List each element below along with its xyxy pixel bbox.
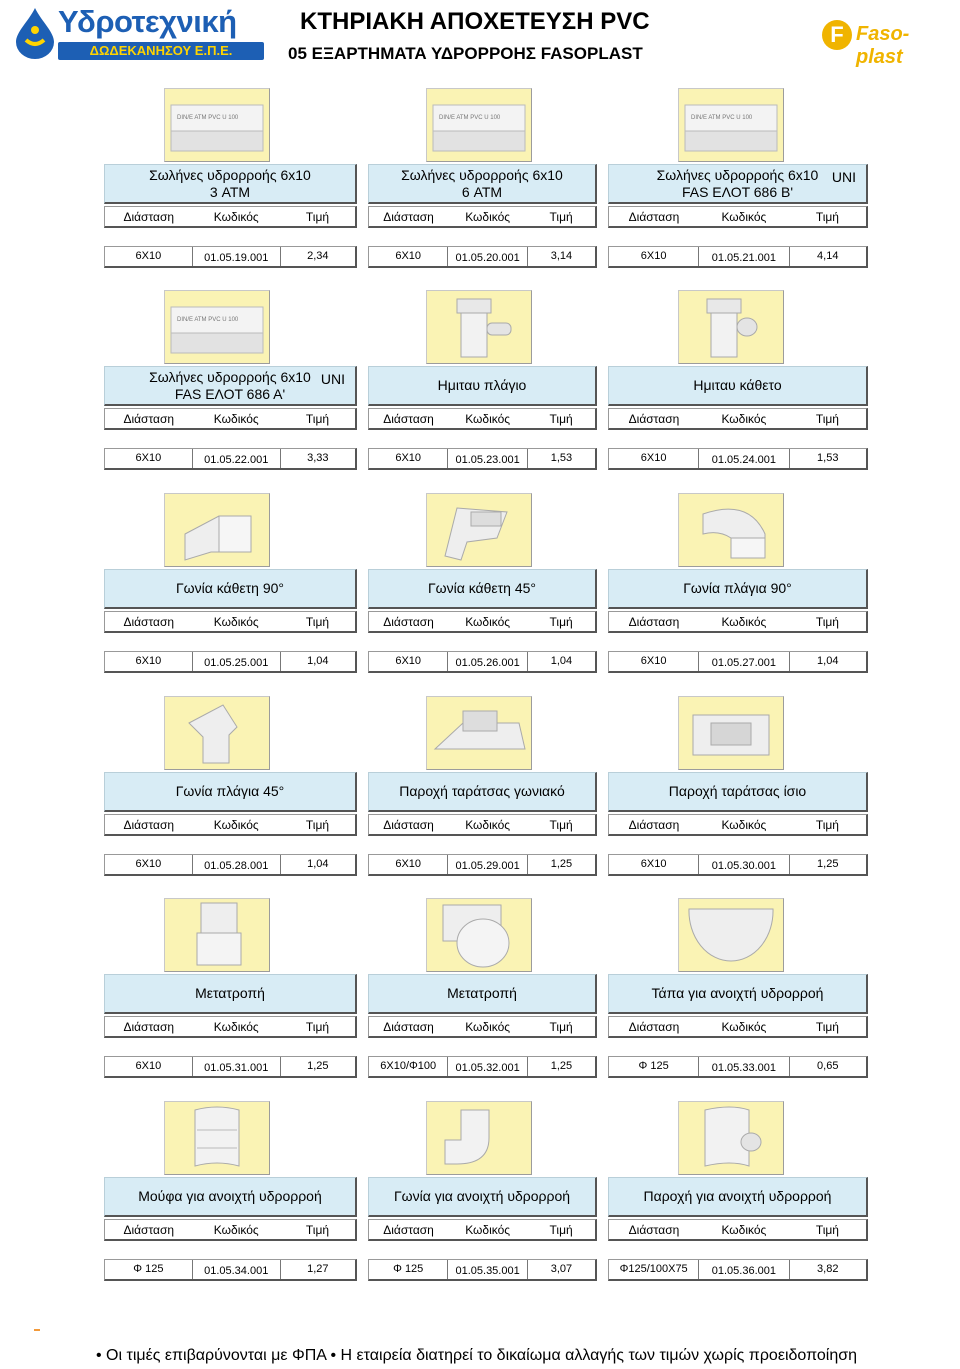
column-header-code: Κωδικός: [465, 411, 511, 426]
product-dimension: 6X10: [369, 855, 448, 874]
product-code: 01.05.28.001: [193, 855, 281, 874]
column-header-price: Τιμή: [549, 1222, 573, 1237]
product-photo: [164, 696, 270, 770]
product-dimension: 6X10/Φ100: [369, 1057, 448, 1076]
column-header-dimension: Διάσταση: [628, 1019, 680, 1034]
product-values-row: [104, 1259, 357, 1281]
gutter-pipe-icon: [165, 291, 269, 363]
product-photo: [164, 88, 270, 162]
product-name: Τάπα για ανοιχτή υδρορροή: [651, 985, 824, 1001]
product-name: Μετατροπή: [447, 985, 517, 1001]
product-code: 01.05.34.001: [193, 1260, 281, 1279]
product-price: 3,07: [550, 1263, 573, 1275]
product-name: Παροχή για ανοιχτή υδρορροή: [643, 1188, 832, 1204]
column-header-code: Κωδικός: [465, 209, 511, 224]
product-price: 1,04: [307, 858, 329, 870]
column-header-code: Κωδικός: [213, 1019, 259, 1034]
product-row: [104, 88, 868, 270]
product-photo: [678, 696, 784, 770]
column-header-row: [608, 814, 868, 836]
product-price: 2,34: [307, 250, 329, 262]
product-photo: [426, 493, 532, 567]
product-photo: [164, 290, 270, 364]
column-header-row: [104, 1016, 357, 1038]
product-price: 1,27: [307, 1263, 329, 1275]
product-title-box: [104, 164, 357, 204]
product-code: 01.05.29.001: [448, 855, 527, 874]
product-photo: [678, 88, 784, 162]
product-name: Σωλήνες υδρορροής 6x10 FAS ΕΛΟΤ 686 Β': [656, 166, 819, 200]
product-code: 01.05.36.001: [699, 1260, 789, 1279]
column-header-dimension: Διάσταση: [123, 411, 175, 426]
product-dimension: 6X10: [105, 1057, 193, 1076]
product-dimension: 6X10: [369, 652, 448, 671]
column-header-dimension: Διάσταση: [628, 411, 680, 426]
product-price: 3,14: [550, 250, 573, 262]
product-price: 1,25: [550, 858, 573, 870]
product-name: Γωνία κάθετη 45°: [427, 580, 537, 596]
product-photo: [164, 493, 270, 567]
column-header-dimension: Διάσταση: [123, 209, 175, 224]
product-code: 01.05.32.001: [448, 1057, 527, 1076]
svg-text:DIN/E ATM PVC U 100: DIN/E ATM PVC U 100: [691, 115, 753, 121]
column-header-row: [608, 206, 868, 228]
product-name: Γωνία κάθετη 90°: [175, 580, 285, 596]
product-name: Γωνία για ανοιχτή υδρορροή: [393, 1188, 571, 1204]
product-title-box: [104, 772, 357, 812]
column-header-price: Τιμή: [549, 209, 573, 224]
company-subtitle: ΔΩΔΕΚΑΝΗΣΟΥ Ε.Π.Ε.: [58, 42, 264, 60]
column-header-dimension: Διάσταση: [628, 1222, 680, 1237]
product-dimension: Φ 125: [369, 1260, 448, 1279]
coupling-icon: [165, 1102, 269, 1174]
column-header-price: Τιμή: [549, 817, 573, 832]
gutter-pipe-icon: [427, 89, 531, 161]
half-tee-vertical-icon: [679, 291, 783, 363]
product-photo: [426, 88, 532, 162]
product-code: 01.05.24.001: [699, 449, 789, 468]
product-price: 3,82: [817, 1263, 839, 1275]
roof-outlet-straight-icon: [679, 697, 783, 769]
column-header-row: [608, 1016, 868, 1038]
product-title-box: [104, 974, 357, 1014]
product-price: 1,25: [307, 1060, 329, 1072]
product-values-row: [368, 246, 597, 268]
product-photo: [426, 290, 532, 364]
column-header-dimension: Διάσταση: [383, 209, 434, 224]
company-name: Υδροτεχνική: [58, 4, 237, 39]
product-card: [608, 493, 868, 675]
column-header-code: Κωδικός: [213, 817, 259, 832]
product-photo: [678, 493, 784, 567]
column-header-price: Τιμή: [815, 1019, 839, 1034]
svg-text:DIN/E ATM PVC U 100: DIN/E ATM PVC U 100: [439, 115, 501, 121]
column-header-code: Κωδικός: [213, 209, 259, 224]
product-title-box: [368, 569, 597, 609]
elbow-side-45-icon: [165, 697, 269, 769]
product-photo: [678, 290, 784, 364]
product-card: [368, 898, 597, 1080]
page-title: ΚΤΗΡΙΑΚΗ ΑΠΟΧΕΤΕΥΣΗ PVC: [300, 8, 650, 35]
product-photo: [426, 898, 532, 972]
column-header-row: [608, 611, 868, 633]
gutter-pipe-icon: [679, 89, 783, 161]
product-name: Σωλήνες υδρορροής 6x10 6 ΑΤΜ: [401, 166, 563, 200]
adapter-round-icon: [427, 899, 531, 971]
product-code: 01.05.22.001: [193, 449, 281, 468]
product-title-box: [608, 164, 868, 204]
column-header-price: Τιμή: [305, 411, 330, 426]
product-name: Μετατροπή: [195, 985, 265, 1001]
product-code: 01.05.25.001: [193, 652, 281, 671]
product-card: [608, 696, 868, 878]
roof-outlet-corner-icon: [427, 697, 531, 769]
product-row: [104, 493, 868, 675]
product-price: 1,25: [550, 1060, 573, 1072]
column-header-dimension: Διάσταση: [628, 817, 680, 832]
column-header-row: [368, 1219, 597, 1241]
column-header-dimension: Διάσταση: [383, 1019, 434, 1034]
product-name: Σωλήνες υδρορροής 6x10 FAS ΕΛΟΤ 686 Α': [149, 368, 311, 402]
product-title-box: [608, 974, 868, 1014]
product-values-row: [608, 448, 868, 470]
product-card: [608, 88, 868, 270]
brand-logo-letter: F: [822, 20, 852, 50]
product-price: 4,14: [817, 250, 839, 262]
column-header-code: Κωδικός: [721, 614, 767, 629]
column-header-row: [368, 1016, 597, 1038]
product-values-row: [368, 854, 597, 876]
column-header-price: Τιμή: [549, 1019, 573, 1034]
product-card: [368, 88, 597, 270]
column-header-row: [368, 611, 597, 633]
product-name: Ημιταυ πλάγιο: [437, 377, 527, 393]
product-title-box: [608, 1177, 868, 1217]
product-row: [104, 696, 868, 878]
product-values-row: [368, 651, 597, 673]
product-dimension: 6X10: [369, 247, 448, 266]
product-photo: [426, 1101, 532, 1175]
column-header-price: Τιμή: [305, 209, 330, 224]
product-values-row: [104, 1056, 357, 1078]
product-title-box: [608, 366, 868, 406]
column-header-code: Κωδικός: [721, 209, 767, 224]
column-header-price: Τιμή: [815, 614, 839, 629]
svg-text:DIN/E ATM PVC U 100: DIN/E ATM PVC U 100: [177, 317, 239, 323]
company-logo: [6, 4, 268, 60]
decorative-mark: [34, 1329, 40, 1331]
column-header-price: Τιμή: [815, 411, 839, 426]
product-dimension: 6X10: [105, 855, 193, 874]
product-title-box: [368, 164, 597, 204]
column-header-code: Κωδικός: [721, 1019, 767, 1034]
column-header-dimension: Διάσταση: [383, 817, 434, 832]
product-card: [368, 493, 597, 675]
column-header-code: Κωδικός: [213, 614, 259, 629]
column-header-price: Τιμή: [549, 411, 573, 426]
product-title-box: [608, 772, 868, 812]
product-card: [608, 290, 868, 472]
column-header-code: Κωδικός: [721, 411, 767, 426]
product-card: [368, 1101, 597, 1283]
product-values-row: [608, 246, 868, 268]
column-header-row: [104, 408, 357, 430]
product-title-box: [104, 569, 357, 609]
product-code: 01.05.19.001: [193, 247, 281, 266]
round-elbow-icon: [427, 1102, 531, 1174]
column-header-code: Κωδικός: [721, 817, 767, 832]
product-code: 01.05.33.001: [699, 1057, 789, 1076]
column-header-code: Κωδικός: [465, 614, 511, 629]
product-photo: [164, 898, 270, 972]
product-dimension: Φ 125: [609, 1057, 699, 1076]
column-header-row: [368, 814, 597, 836]
page-subtitle: 05 ΕΞΑΡΤΗΜΑΤΑ ΥΔΡΟΡΡΟΗΣ FASOPLAST: [288, 44, 643, 63]
product-dimension: 6X10: [105, 449, 193, 468]
brand-logo: [822, 20, 956, 68]
product-title-box: [104, 1177, 357, 1217]
product-price: 1,04: [817, 655, 839, 667]
product-card: [104, 493, 357, 675]
product-values-row: [608, 1259, 868, 1281]
product-card: [104, 290, 357, 472]
product-values-row: [104, 651, 357, 673]
product-badge: UNI: [320, 371, 345, 387]
product-code: 01.05.20.001: [448, 247, 527, 266]
round-outlet-icon: [679, 1102, 783, 1174]
column-header-code: Κωδικός: [213, 1222, 259, 1237]
product-name: Γωνία πλάγια 45°: [175, 783, 285, 799]
column-header-price: Τιμή: [815, 1222, 839, 1237]
end-cap-icon: [679, 899, 783, 971]
column-header-price: Τιμή: [305, 1019, 330, 1034]
product-dimension: 6X10: [609, 247, 699, 266]
product-values-row: [104, 246, 357, 268]
product-price: 1,04: [550, 655, 573, 667]
footer-note: • Οι τιμές επιβαρύνονται με ΦΠΑ • Η εταιρεία διατηρεί το δικαίωμα αλλαγής των τιμών χωρίς προειδοποίηση: [96, 1347, 858, 1364]
product-dimension: 6X10: [609, 855, 699, 874]
column-header-row: [368, 206, 597, 228]
product-price: 1,53: [817, 452, 839, 464]
product-values-row: [104, 448, 357, 470]
product-price: 0,65: [817, 1060, 839, 1072]
product-title-box: [368, 366, 597, 406]
product-price: 3,33: [307, 452, 329, 464]
product-values-row: [368, 1259, 597, 1281]
product-price: 1,53: [550, 452, 573, 464]
product-title-box: [368, 772, 597, 812]
product-photo: [678, 1101, 784, 1175]
column-header-dimension: Διάσταση: [123, 1222, 175, 1237]
product-row: [104, 898, 868, 1080]
product-values-row: [104, 854, 357, 876]
adapter-square-icon: [165, 899, 269, 971]
product-title-box: [608, 569, 868, 609]
column-header-code: Κωδικός: [465, 817, 511, 832]
product-title-box: [368, 1177, 597, 1217]
product-photo: [678, 898, 784, 972]
elbow-45-icon: [427, 494, 531, 566]
column-header-dimension: Διάσταση: [628, 209, 680, 224]
product-dimension: Φ 125: [105, 1260, 193, 1279]
product-name: Παροχή ταράτσας γωνιακό: [399, 783, 565, 799]
column-header-price: Τιμή: [305, 614, 330, 629]
column-header-price: Τιμή: [815, 209, 839, 224]
column-header-dimension: Διάσταση: [383, 1222, 434, 1237]
product-code: 01.05.23.001: [448, 449, 527, 468]
product-card: [368, 696, 597, 878]
product-card: [608, 898, 868, 1080]
column-header-row: [104, 206, 357, 228]
product-photo: [164, 1101, 270, 1175]
product-values-row: [368, 448, 597, 470]
column-header-code: Κωδικός: [465, 1222, 511, 1237]
product-dimension: 6X10: [609, 449, 699, 468]
column-header-price: Τιμή: [305, 817, 330, 832]
product-card: [104, 696, 357, 878]
column-header-row: [608, 1219, 868, 1241]
product-code: 01.05.35.001: [448, 1260, 527, 1279]
column-header-code: Κωδικός: [213, 411, 259, 426]
svg-text:DIN/E ATM PVC U 100: DIN/E ATM PVC U 100: [177, 115, 239, 121]
product-code: 01.05.26.001: [448, 652, 527, 671]
column-header-price: Τιμή: [305, 1222, 330, 1237]
column-header-dimension: Διάσταση: [123, 817, 175, 832]
column-header-row: [104, 814, 357, 836]
product-title-box: [104, 366, 357, 406]
product-dimension: 6X10: [105, 652, 193, 671]
column-header-price: Τιμή: [549, 614, 573, 629]
column-header-code: Κωδικός: [465, 1019, 511, 1034]
product-badge: UNI: [831, 169, 856, 185]
product-code: 01.05.30.001: [699, 855, 789, 874]
product-title-box: [368, 974, 597, 1014]
product-card: [104, 88, 357, 270]
product-row: [104, 290, 868, 472]
column-header-row: [104, 1219, 357, 1241]
product-card: [104, 898, 357, 1080]
product-dimension: 6X10: [609, 652, 699, 671]
product-values-row: [608, 1056, 868, 1078]
gutter-pipe-icon: [165, 89, 269, 161]
product-dimension: 6X10: [105, 247, 193, 266]
product-dimension: 6X10: [369, 449, 448, 468]
product-values-row: [608, 854, 868, 876]
column-header-row: [608, 408, 868, 430]
column-header-row: [368, 408, 597, 430]
product-card: [608, 1101, 868, 1283]
product-name: Ημιταυ κάθετο: [693, 377, 782, 393]
page-header: [0, 0, 960, 80]
column-header-dimension: Διάσταση: [383, 411, 434, 426]
column-header-code: Κωδικός: [721, 1222, 767, 1237]
water-drop-icon: [12, 6, 58, 60]
product-price: 1,25: [817, 858, 839, 870]
product-dimension: Φ125/100X75: [609, 1260, 699, 1279]
product-name: Γωνία πλάγια 90°: [683, 580, 792, 596]
product-name: Μούφα για ανοιχτή υδρορροή: [138, 1188, 322, 1204]
half-tee-side-icon: [427, 291, 531, 363]
product-name: Παροχή ταράτσας ίσιο: [668, 783, 807, 799]
column-header-price: Τιμή: [815, 817, 839, 832]
column-header-dimension: Διάσταση: [628, 614, 680, 629]
product-photo: [426, 696, 532, 770]
product-card: [368, 290, 597, 472]
product-code: 01.05.31.001: [193, 1057, 281, 1076]
column-header-dimension: Διάσταση: [123, 614, 175, 629]
elbow-90-icon: [165, 494, 269, 566]
brand-logo-text: Faso-plast: [856, 23, 910, 68]
product-code: 01.05.21.001: [699, 247, 789, 266]
column-header-dimension: Διάσταση: [123, 1019, 175, 1034]
product-row: [104, 1101, 868, 1283]
product-code: 01.05.27.001: [699, 652, 789, 671]
product-values-row: [608, 651, 868, 673]
product-name: Σωλήνες υδρορροής 6x10 3 ΑΤΜ: [149, 166, 311, 200]
elbow-side-90-icon: [679, 494, 783, 566]
product-values-row: [368, 1056, 597, 1078]
column-header-dimension: Διάσταση: [383, 614, 434, 629]
product-price: 1,04: [307, 655, 329, 667]
column-header-row: [104, 611, 357, 633]
product-card: [104, 1101, 357, 1283]
